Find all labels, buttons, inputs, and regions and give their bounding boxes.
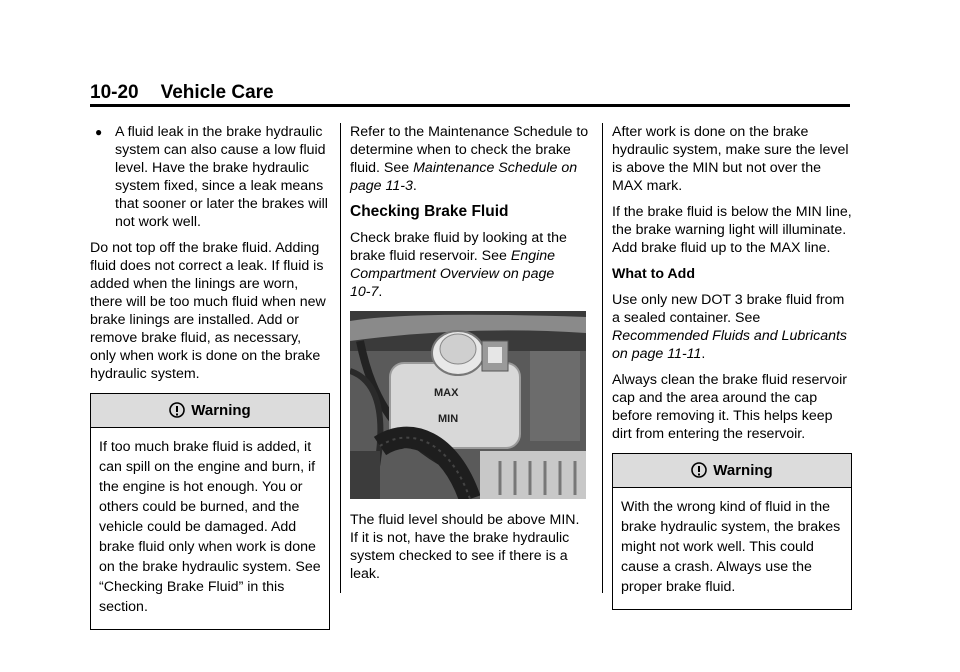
warning-box-wrong-fluid: [612, 453, 852, 610]
warning-body: With the wrong kind of fluid in the brake hydraulic system, the brakes might not work well. This could cause a crash. Always use the proper brake fluid.: [621, 499, 841, 595]
brake-fluid-reservoir-photo: [350, 311, 586, 499]
min-label: MIN: [438, 413, 459, 425]
bullet-icon: ●: [95, 125, 103, 139]
paragraph-fluid-level: The fluid level should be above MIN. If it is not, have the brake hydraulic system checked to see if there is a leak.: [350, 512, 580, 582]
warning-icon: [691, 462, 707, 480]
paragraph-below-min: If the brake fluid is below the MIN line, the brake warning light will illuminate. Add brake fluid up to the MAX line.: [612, 204, 852, 256]
warning-header: [91, 394, 329, 428]
warning-title: Warning: [191, 401, 251, 419]
warning-icon: [169, 402, 185, 420]
engine-compartment-link[interactable]: Engine Compartment Overview on page 10‑7: [350, 248, 556, 300]
warning-header: [613, 454, 851, 488]
warning-box-overfill: [90, 393, 330, 630]
header-rule: [90, 104, 850, 107]
paragraph-dot3: Use only new DOT 3 brake fluid from a sealed container. See Recommended Fluids and Lubricants on page 11‑11.: [612, 292, 848, 362]
column-divider: [602, 123, 603, 593]
warning-body: If too much brake fluid is added, it can spill on the engine and burn, if the engine is hot enough. You or others could be burned, and the vehicle could be damaged. Add brake fluid only when work is done on the brake hydraulic system. See “Checking Brake Fluid” in this section.: [99, 439, 321, 615]
bullet-text: A fluid leak in the brake hydraulic system can also cause a low fluid level. Have the brake hydraulic system fixed, since a leak means that sooner or later the brakes will not work well.: [115, 124, 328, 230]
column-divider: [340, 123, 341, 593]
paragraph-after-work: After work is done on the brake hydraulic system, make sure the level is above the MIN but not over the MAX mark.: [612, 124, 849, 194]
column-1: [90, 123, 330, 630]
recommended-fluids-link[interactable]: Recommended Fluids and Lubricants on page 11‑11: [612, 328, 848, 362]
page-header: [90, 82, 274, 104]
section-title: Vehicle Care: [160, 82, 274, 103]
subheading-what-to-add: What to Add: [612, 266, 695, 282]
bullet-item: [90, 123, 330, 231]
paragraph-check-fluid: Check brake fluid by looking at the brake fluid reservoir. See Engine Compartment Overview on page 10‑7.: [350, 230, 567, 300]
paragraph-top-off: Do not top off the brake fluid. Adding fluid does not correct a leak. If fluid is added when the linings are worn, there will be too much fluid when new brake linings are installed. Add or remove brake fluid, as necessary, only when work is done on the brake hydraulic system.: [90, 240, 326, 382]
column-2: [350, 123, 590, 591]
column-3: [612, 123, 852, 610]
paragraph-maintenance: Refer to the Maintenance Schedule to determine when to check the brake fluid. See Maintenance Schedule on page 11‑3.: [350, 124, 589, 194]
page-number: 10-20: [90, 82, 139, 103]
max-label: MAX: [434, 387, 459, 399]
section-heading: Checking Brake Fluid: [350, 203, 509, 220]
maintenance-schedule-link[interactable]: Maintenance Schedule on page 11‑3: [350, 160, 578, 194]
paragraph-clean-cap: Always clean the brake fluid reservoir cap and the area around the cap before removing it. This helps keep dirt from entering the reservoir.: [612, 372, 847, 442]
warning-title: Warning: [713, 461, 773, 479]
